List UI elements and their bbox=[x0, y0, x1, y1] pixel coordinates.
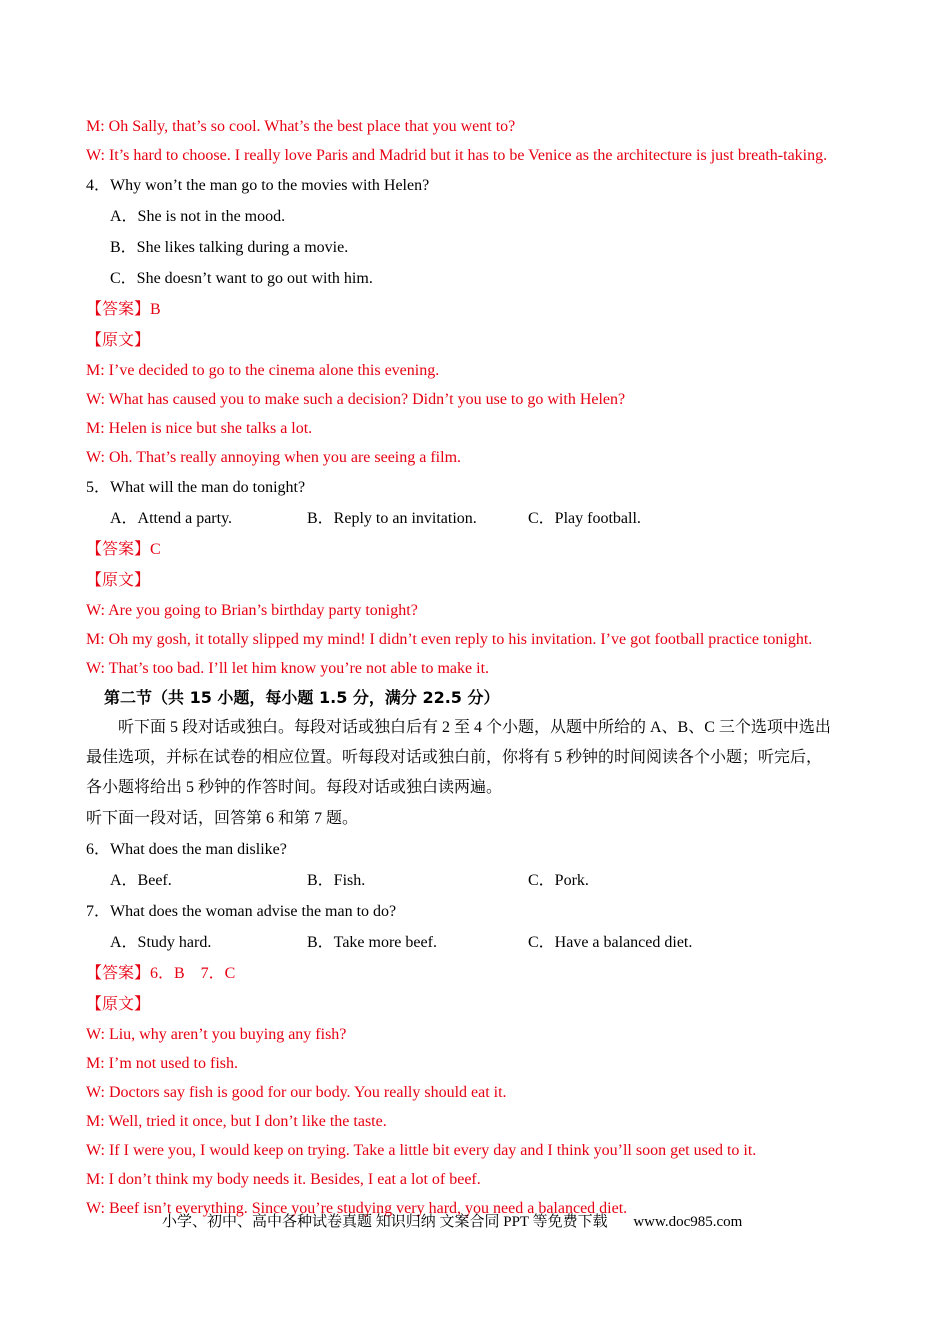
dialogue-line: M: I’m not used to fish. bbox=[86, 1055, 238, 1072]
instruction-line: 听下面 5 段对话或独白。每段对话或独白后有 2 至 4 个小题，从题中所给的 A、B、C 三个选项中选出 bbox=[118, 719, 831, 736]
q6-options bbox=[86, 865, 876, 896]
dialogue-line: W: That’s too bad. I’ll let him know you’re not able to make it. bbox=[86, 660, 490, 677]
q5-option-a: A．Attend a party. bbox=[110, 510, 233, 527]
q7-option-a: A．Study hard. bbox=[110, 934, 212, 951]
q7-option-b: B．Take more beef. bbox=[307, 934, 437, 951]
dialogue-line: M: Oh my gosh, it totally slipped my mind! I didn’t even reply to his invitation. I’ve got football practice tonight. bbox=[86, 631, 813, 648]
q4-option-a: A．She is not in the mood. bbox=[110, 208, 286, 225]
section-instructions bbox=[86, 713, 866, 803]
q5-transcript-label: 【原文】 bbox=[86, 572, 151, 589]
footer-url[interactable]: www.doc985.com bbox=[633, 1214, 743, 1230]
q4-transcript-label: 【原文】 bbox=[86, 332, 151, 349]
dialogue-line: M: Helen is nice but she talks a lot. bbox=[86, 420, 313, 437]
dialogue-line: W: What has caused you to make such a decision? Didn’t you use to go with Helen? bbox=[86, 391, 626, 408]
q4-option-c: C．She doesn’t want to go out with him. bbox=[110, 270, 373, 287]
q6-option-b: B．Fish. bbox=[307, 872, 366, 889]
dialogue-line: M: Oh Sally, that’s so cool. What’s the best place that you went to? bbox=[86, 118, 516, 135]
q5-option-c: C．Play football. bbox=[528, 510, 641, 527]
q7-option-c: C．Have a balanced diet. bbox=[528, 934, 693, 951]
q4-option-b: B．She likes talking during a movie. bbox=[110, 239, 349, 256]
q4-answer: 【答案】B bbox=[86, 301, 161, 318]
dialogue-line: W: Liu, why aren’t you buying any fish? bbox=[86, 1026, 347, 1043]
dialogue-line: M: I don’t think my body needs it. Besides, I eat a lot of beef. bbox=[86, 1171, 481, 1188]
q6-7-answer: 【答案】6．B 7．C bbox=[86, 965, 236, 982]
question-4: 4．Why won’t the man go to the movies with Helen? bbox=[86, 177, 430, 194]
question-6: 6．What does the man dislike? bbox=[86, 841, 287, 858]
section-heading: 第二节（共 15 小题，每小题 1.5 分，满分 22.5 分） bbox=[104, 688, 500, 707]
question-7: 7．What does the woman advise the man to do? bbox=[86, 903, 397, 920]
dialogue-line: M: Well, tried it once, but I don’t like the taste. bbox=[86, 1113, 387, 1130]
dialogue-line: W: Are you going to Brian’s birthday party tonight? bbox=[86, 602, 418, 619]
dialogue-line: W: It’s hard to choose. I really love Paris and Madrid but it has to be Venice as the architecture is just breath-taking. bbox=[86, 147, 828, 164]
listen-prompt: 听下面一段对话，回答第 6 和第 7 题。 bbox=[86, 810, 359, 827]
q5-answer: 【答案】C bbox=[86, 541, 161, 558]
dialogue-line: W: If I were you, I would keep on trying. Take a little bit every day and I think you’ll soon get used to it. bbox=[86, 1142, 757, 1159]
q6-option-a: A．Beef. bbox=[110, 872, 172, 889]
q5-options bbox=[86, 503, 876, 534]
page-footer bbox=[162, 1210, 742, 1231]
q6-7-transcript-label: 【原文】 bbox=[86, 996, 151, 1013]
q6-option-c: C．Pork. bbox=[528, 872, 589, 889]
q7-options bbox=[86, 927, 876, 958]
document-page bbox=[86, 112, 876, 1223]
instruction-line: 各小题将给出 5 秒钟的作答时间。每段对话或独白读两遍。 bbox=[86, 779, 503, 796]
q5-option-b: B．Reply to an invitation. bbox=[307, 510, 477, 527]
dialogue-line: W: Doctors say fish is good for our body. You really should eat it. bbox=[86, 1084, 507, 1101]
dialogue-line: W: Oh. That’s really annoying when you are seeing a film. bbox=[86, 449, 462, 466]
instruction-line: 最佳选项，并标在试卷的相应位置。听每段对话或独白前，你将有 5 秒钟的时间阅读各个小题；听完后， bbox=[86, 749, 823, 766]
dialogue-line: W: Beef isn’t everything. Since you’re studying very hard, you need a balanced diet. bbox=[86, 1200, 628, 1217]
dialogue-line: M: I’ve decided to go to the cinema alone this evening. bbox=[86, 362, 440, 379]
question-5: 5．What will the man do tonight? bbox=[86, 479, 306, 496]
footer-text: 小学、初中、高中各种试卷真题 知识归纳 文案合同 PPT 等免费下载 bbox=[162, 1214, 608, 1230]
